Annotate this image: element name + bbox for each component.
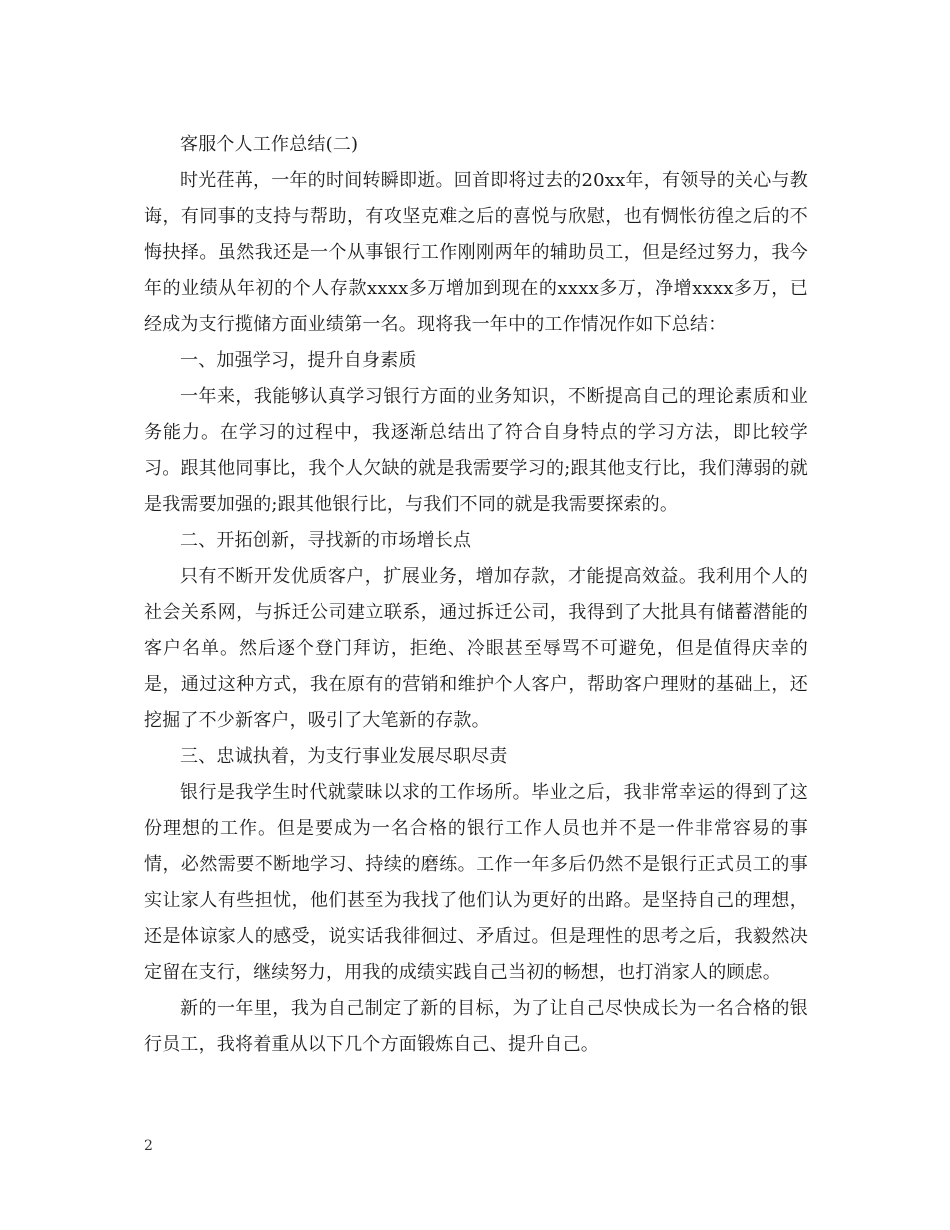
document-body [144, 127, 808, 1063]
paragraph-learning: 一年来，我能够认真学习银行方面的业务知识，不断提高自己的理论素质和业务能力。在学习的过程中，我逐渐总结出了符合自身特点的学习方法，即比较学习。跟其他同事比，我个人欠缺的就是我需要学习的;跟其他支行比，我们薄弱的就是我需要加强的;跟其他银行比，与我们不同的就是我需要探索的。 [144, 386, 808, 515]
document-title: 客服个人工作总结(二) [180, 134, 359, 155]
paragraph-loyalty: 银行是我学生时代就蒙昧以求的工作场所。毕业之后，我非常幸运的得到了这份理想的工作。但是要成为一名合格的银行工作人员也并不是一件非常容易的事情，必然需要不断地学习、持续的磨练。工作一年多后仍然不是银行正式员工的事实让家人有些担忧，他们甚至为我找了他们认为更好的出路。是坚持自己的理想，还是体谅家人的感受，说实话我徘徊过、矛盾过。但是理性的思考之后，我毅然决定留在支行，继续努力，用我的成绩实践自己当初的畅想，也打消家人的顾虑。 [144, 782, 808, 983]
section-heading-2: 二、开拓创新，寻找新的市场增长点 [180, 530, 472, 551]
section-heading-1: 一、加强学习，提升自身素质 [180, 350, 417, 371]
paragraph-innovation: 只有不断开发优质客户，扩展业务，增加存款，才能提高效益。我利用个人的社会关系网，与拆迁公司建立联系，通过拆迁公司，我得到了大批具有储蓄潜能的客户名单。然后逐个登门拜访，拒绝、冷眼甚至辱骂不可避免，但是值得庆幸的是，通过这种方式，我在原有的营销和维护个人客户，帮助客户理财的基础上，还挖掘了不少新客户，吸引了大笔新的存款。 [144, 566, 808, 731]
paragraph-intro: 时光荏苒，一年的时间转瞬即逝。回首即将过去的20xx年，有领导的关心与教诲，有同事的支持与帮助，有攻坚克难之后的喜悦与欣慰，也有惆怅彷徨之后的不悔抉择。虽然我还是一个从事银行工作刚刚两年的辅助员工，但是经过努力，我今年的业绩从年初的个人存款xxxx多万增加到现在的xxxx多万，净增xxxx多万，已经成为支行揽储方面业绩第一名。现将我一年中的工作情况作如下总结： [144, 170, 808, 335]
section-heading-3: 三、忠诚执着，为支行事业发展尽职尽责 [180, 746, 508, 767]
paragraph-new-year: 新的一年里，我为自己制定了新的目标，为了让自己尽快成长为一名合格的银行员工，我将着重从以下几个方面锻炼自己、提升自己。 [144, 998, 808, 1055]
page-number: 2 [144, 1138, 153, 1154]
